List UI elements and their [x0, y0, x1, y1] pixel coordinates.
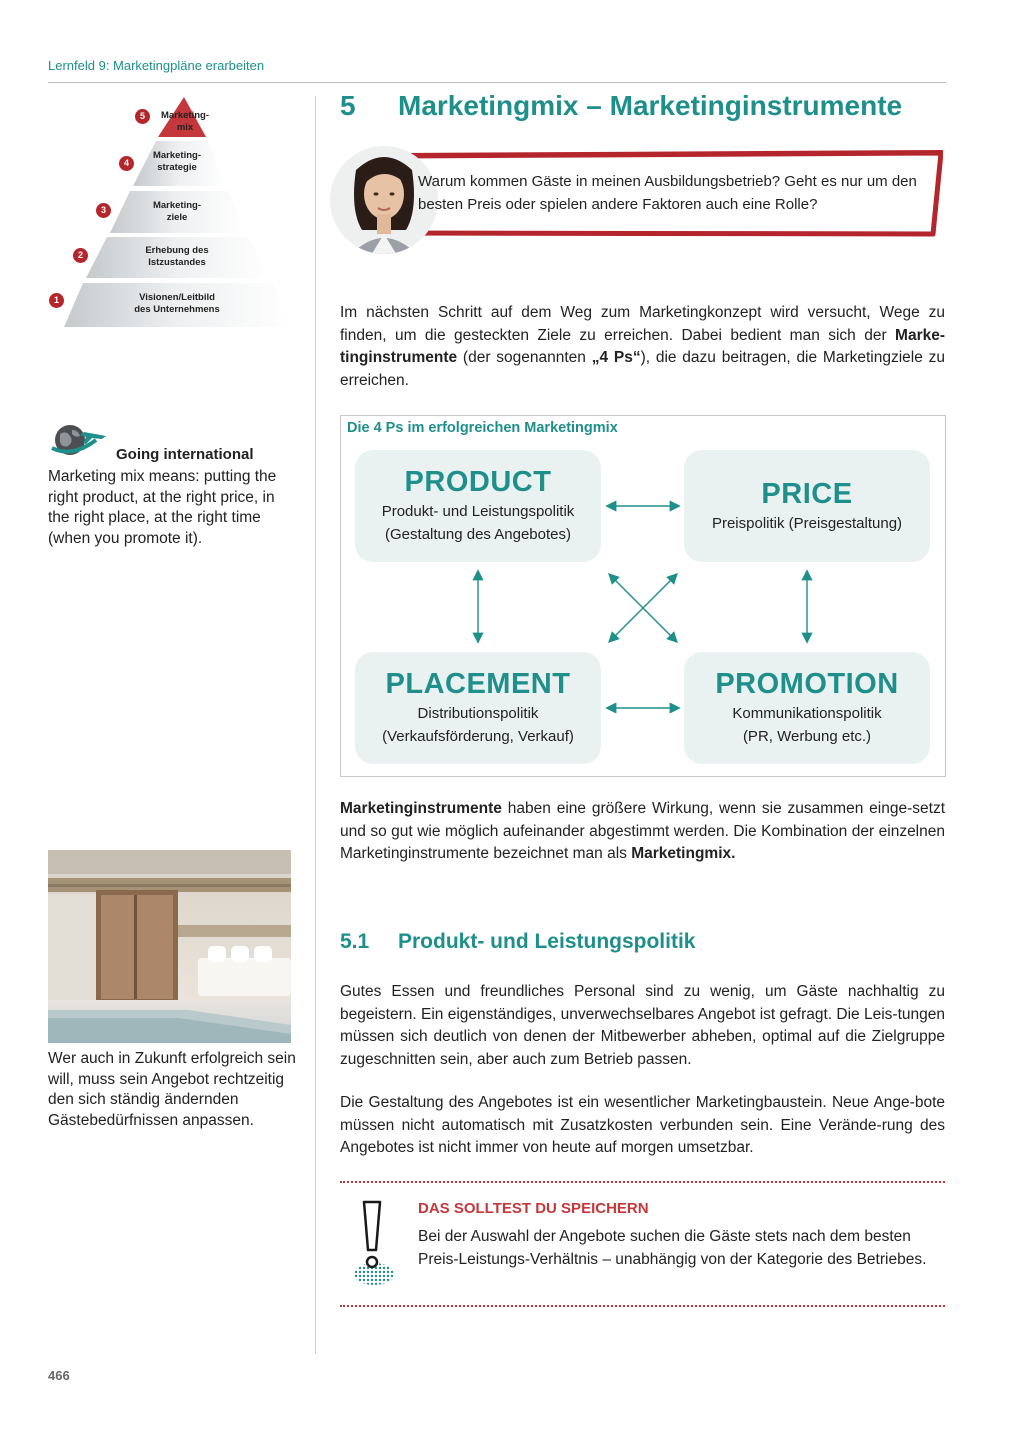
pyramid-label-4	[130, 150, 224, 174]
intro-bold-4ps: „4 Ps“	[591, 349, 641, 366]
mix-text: haben eine größere Wirkung, wenn sie zusammen einge-setzt und so gut wie möglich aufeinander abgestimmt werden. Die Kombination der einzelnen Marketinginstrumente bezeichnet man als	[340, 800, 945, 862]
pyramid-num-2: 2	[73, 248, 88, 263]
mix-bold-marketinginstrumente: Marketinginstrumente	[340, 800, 502, 817]
placement-line1: Distributionspolitik	[417, 705, 539, 722]
product-title: PRODUCT	[404, 466, 552, 498]
exclamation-icon	[350, 1198, 398, 1288]
mix-bold-marketingmix: Marketingmix.	[631, 845, 736, 862]
photo-caption: Wer auch in Zukunft erfolgreich sein will, muss sein Angebot rechtzeitig den sich ständig ändernden Gästebedürfnissen anpassen.	[48, 1050, 296, 1129]
section-title: Marketingmix – Marketinginstrumente	[398, 90, 903, 121]
pyramid-label-5	[140, 110, 230, 134]
page-number: 466	[48, 1368, 70, 1383]
pyramid-num-1: 1	[49, 293, 64, 308]
promotion-line1: Kommunikationspolitik	[732, 705, 882, 722]
pyramid-label-1-line1: Visionen/Leitbild	[139, 292, 215, 303]
pyramid-label-5-line1: Marketing-	[160, 110, 210, 121]
intro-text-3: ), die dazu beitragen, die Marketingziele zu erreichen.	[340, 349, 946, 389]
pyramid-label-4-line2: strategie	[157, 162, 197, 173]
diagram-title: Die 4 Ps im erfolgreichen Marketingmix	[347, 420, 618, 436]
note-title: DAS SOLLTEST DU SPEICHERN	[418, 1200, 649, 1217]
pyramid-num-3: 3	[96, 203, 111, 218]
placement-title: PLACEMENT	[385, 668, 571, 700]
paragraph-3: Gutes Essen und freundliches Personal sind zu wenig, um Gäste nachhaltig zu begeistern. Ein eigenständiges, unverwechselbares Angebot ist gefragt. Die Leis-tungen müssen sich deutlich von denen der Mitbewerber abheben, optimal auf die Zielgruppe zugeschnitten sein, aber auch zum Betrieb passen.	[340, 983, 945, 1068]
subsection-number: 5.1	[340, 930, 370, 953]
spa-photo	[48, 850, 291, 1043]
pyramid-num-4: 4	[119, 156, 134, 171]
price-title: PRICE	[761, 478, 853, 510]
pyramid-label-5-line2: mix	[176, 122, 194, 133]
pyramid-label-3	[130, 200, 224, 224]
chapter-header: Lernfeld 9: Marketingpläne erarbeiten	[48, 58, 265, 73]
pyramid-label-3-line1: Marketing-	[152, 200, 202, 211]
going-international-title: Going international	[116, 446, 254, 463]
promotion-title: PROMOTION	[715, 668, 899, 700]
marketing-pyramid	[44, 94, 294, 330]
price-line1: Preispolitik (Preisgestaltung)	[711, 515, 903, 532]
product-line1: Produkt- und Leistungspolitik	[381, 503, 575, 520]
pyramid-label-2-line2: Istzustandes	[148, 257, 206, 268]
section-heading	[340, 90, 902, 122]
note-text: Bei der Auswahl der Angebote suchen die Gäste stets nach dem besten Preis-Leistungs-Verhältnis – unabhängig von der Kategorie des Betriebes.	[418, 1228, 927, 1268]
marketingmix-paragraph	[340, 798, 945, 866]
pyramid-label-2	[120, 245, 234, 269]
intro-text-2: (der sogenannten	[457, 349, 592, 366]
pyramid-num-5: 5	[135, 109, 150, 124]
header-rule	[48, 82, 946, 83]
pyramid-label-3-line2: ziele	[166, 212, 188, 223]
section-number: 5	[340, 90, 356, 121]
column-divider	[315, 96, 316, 1354]
pyramid-label-4-line1: Marketing-	[152, 150, 202, 161]
pyramid-label-1	[117, 292, 237, 316]
diagram-arrows	[340, 415, 944, 775]
going-international-text: Marketing mix means: putting the right product, at the right price, in the right place, at the right time (when you promote it).	[48, 468, 277, 547]
globe-plane-icon	[46, 418, 108, 458]
intro-bold-marketinginstrumente: Marke-tinginstrumente	[340, 326, 945, 366]
placement-line2: (Verkaufsförderung, Verkauf)	[382, 728, 574, 745]
intro-text-1: Im nächsten Schritt auf dem Weg zum Marketingkonzept wird versucht, Wege zu finden, um die gesteckten Ziele zu erreichen. Dabei bedient man sich der	[340, 304, 945, 344]
subsection-heading	[340, 930, 696, 954]
quote-text: Warum kommen Gäste in meinen Ausbildungsbetrieb? Geht es nur um den besten Preis oder spielen andere Faktoren auch eine Rolle?	[418, 173, 917, 213]
subsection-title: Produkt- und Leistungspolitik	[398, 930, 696, 953]
intro-paragraph	[340, 302, 945, 392]
product-line2: (Gestaltung des Angebotes)	[385, 526, 571, 543]
promotion-line2: (PR, Werbung etc.)	[742, 728, 872, 745]
note-top-rule	[340, 1181, 945, 1183]
paragraph-4: Die Gestaltung des Angebotes ist ein wesentlicher Marketingbaustein. Neue Ange-bote müssen nicht automatisch mit Zusatzkosten verbunden sein. Eine Verände-rung des Angebotes ist nicht immer von heute auf morgen umsetzbar.	[340, 1094, 945, 1156]
note-bottom-rule	[340, 1305, 945, 1307]
pyramid-label-1-line2: des Unternehmens	[134, 304, 220, 315]
pyramid-label-2-line1: Erhebung des	[145, 245, 209, 256]
